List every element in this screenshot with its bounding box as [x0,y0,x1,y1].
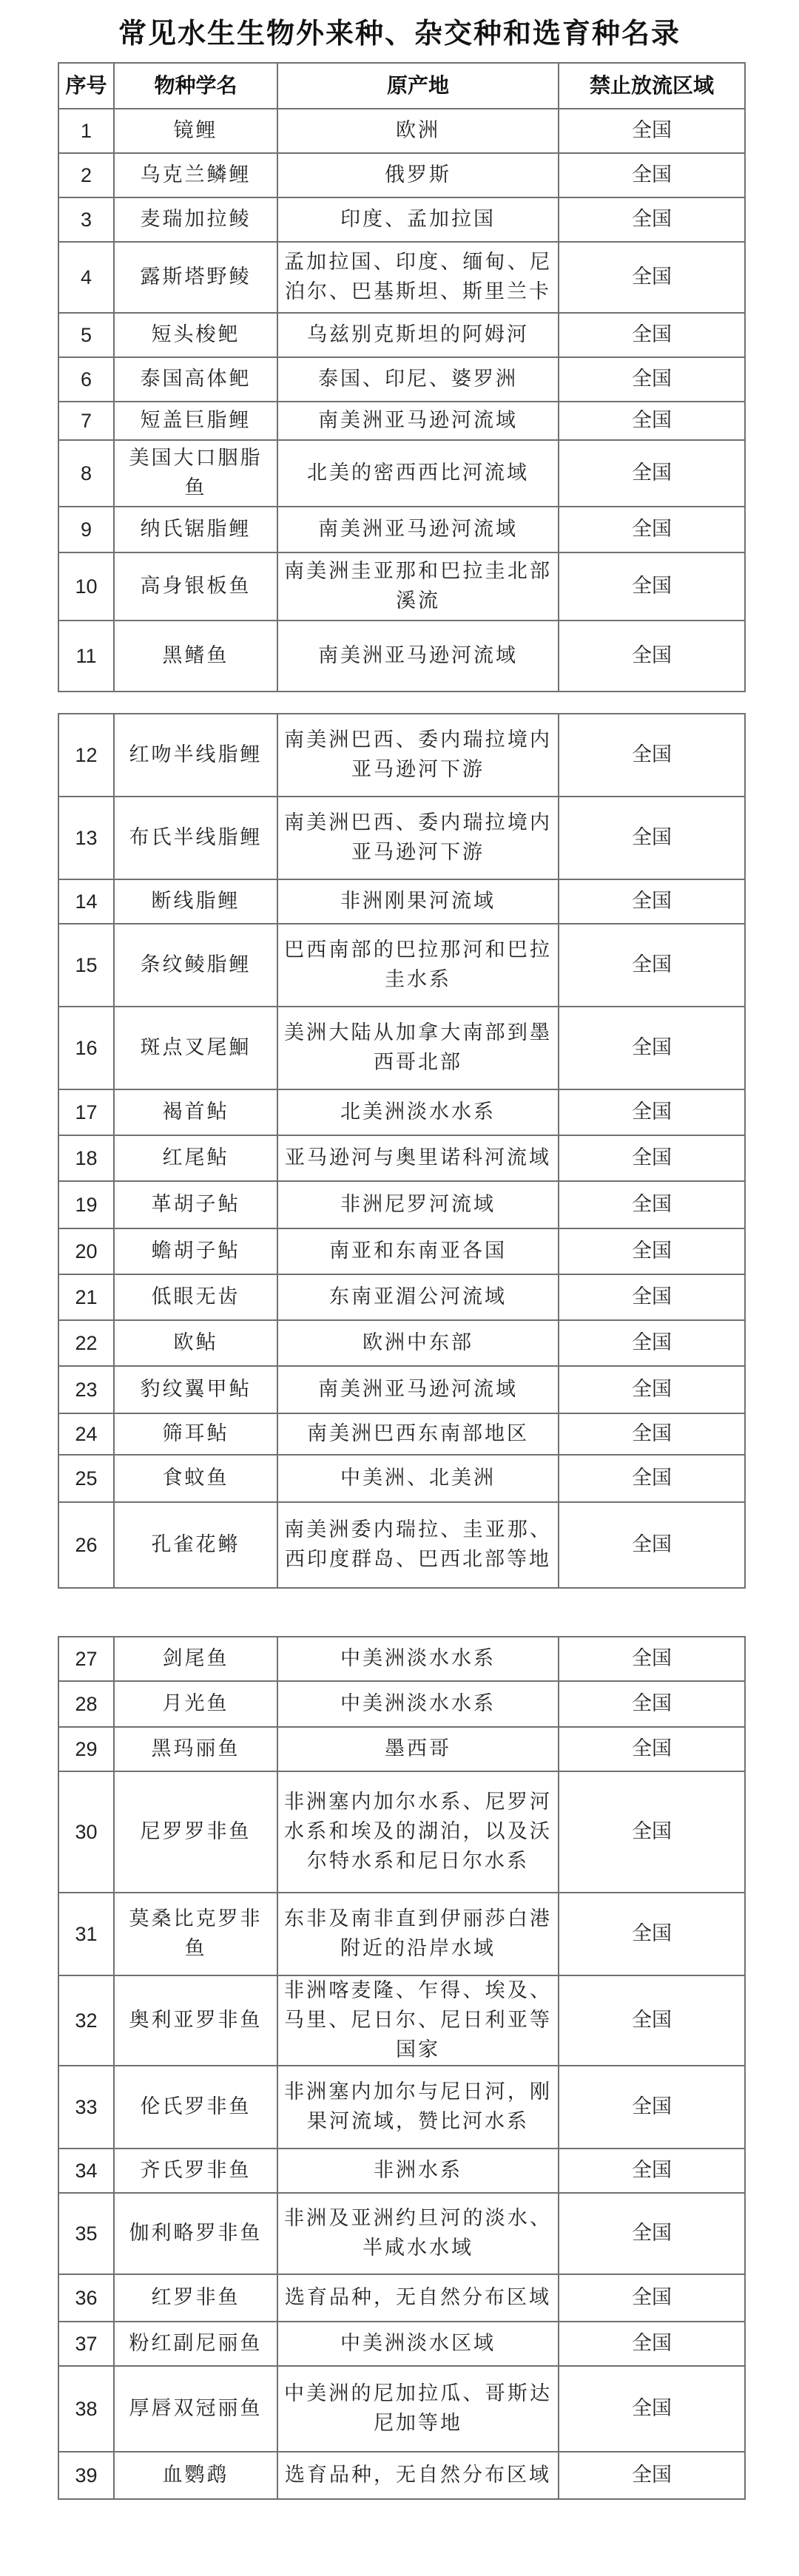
prohibited-area-cell: 全国 [559,153,745,197]
table-row [58,1455,745,1502]
species-name-cell: 乌克兰鳞鲤 [114,153,277,197]
prohibited-area-cell: 全国 [559,1089,745,1135]
row-number: 23 [58,1366,114,1413]
species-name-cell: 伦氏罗非鱼 [114,2066,277,2149]
row-number: 21 [58,1274,114,1320]
species-name-cell: 低眼无齿 [114,1274,277,1320]
row-number: 9 [58,507,114,552]
prohibited-area-cell: 全国 [559,357,745,402]
prohibited-area-cell: 全国 [559,197,745,242]
prohibited-area-cell: 全国 [559,797,745,879]
species-name-cell: 短头梭鲃 [114,313,277,357]
table-row [58,402,745,440]
species-name-cell: 月光鱼 [114,1681,277,1727]
species-name-cell: 蟾胡子鲇 [114,1228,277,1274]
row-number: 20 [58,1228,114,1274]
row-number: 22 [58,1320,114,1366]
species-table-part-3 [58,1636,746,2500]
origin-cell: 北美洲淡水水系 [277,1089,559,1135]
origin-cell: 中美洲、北美洲 [277,1455,559,1502]
prohibited-area-cell: 全国 [559,1181,745,1228]
row-number: 37 [58,2322,114,2366]
species-name-cell: 布氏半线脂鲤 [114,797,277,879]
row-number: 31 [58,1893,114,1975]
origin-cell: 非洲塞内加尔水系、尼罗河水系和埃及的湖泊，以及沃尔特水系和尼日尔水系 [277,1771,559,1893]
row-number: 24 [58,1413,114,1455]
prohibited-area-cell: 全国 [559,1681,745,1727]
table-section-2 [58,713,744,1589]
table-row [58,2366,745,2452]
table-row [58,552,745,621]
table-row [58,1181,745,1228]
origin-cell: 东南亚湄公河流域 [277,1274,559,1320]
species-name-cell: 食蚊鱼 [114,1455,277,1502]
origin-cell: 中美洲淡水水系 [277,1637,559,1681]
row-number: 13 [58,797,114,879]
species-name-cell: 齐氏罗非鱼 [114,2149,277,2193]
species-table-part-1 [58,62,746,692]
species-name-cell: 黑鳍鱼 [114,621,277,692]
row-number: 32 [58,1975,114,2066]
table-row [58,1274,745,1320]
species-name-cell: 泰国高体鲃 [114,357,277,402]
prohibited-area-cell: 全国 [559,1320,745,1366]
species-name-cell: 短盖巨脂鲤 [114,402,277,440]
origin-cell: 非洲及亚洲约旦河的淡水、半咸水水域 [277,2193,559,2274]
table-row [58,1893,745,1975]
row-number: 28 [58,1681,114,1727]
prohibited-area-cell: 全国 [559,924,745,1007]
table-row [58,1135,745,1181]
header-number: 序号 [58,63,114,109]
table-section-1 [58,62,744,692]
origin-cell: 南美洲巴西、委内瑞拉境内亚马逊河下游 [277,797,559,879]
row-number: 25 [58,1455,114,1502]
table-row [58,1727,745,1771]
species-name-cell: 豹纹翼甲鲇 [114,1366,277,1413]
table-row [58,2274,745,2322]
species-name-cell: 欧鲇 [114,1320,277,1366]
species-table-part-2 [58,713,746,1589]
prohibited-area-cell: 全国 [559,2452,745,2499]
table-row [58,507,745,552]
row-number: 5 [58,313,114,357]
row-number: 36 [58,2274,114,2322]
species-name-cell: 莫桑比克罗非鱼 [114,1893,277,1975]
table-row [58,2066,745,2149]
table-row [58,2322,745,2366]
species-name-cell: 血鹦鹉 [114,2452,277,2499]
prohibited-area-cell: 全国 [559,1727,745,1771]
row-number: 15 [58,924,114,1007]
origin-cell: 泰国、印尼、婆罗洲 [277,357,559,402]
row-number: 14 [58,879,114,924]
table-row [58,924,745,1007]
table-row [58,1320,745,1366]
species-name-cell: 筛耳鲇 [114,1413,277,1455]
table-row [58,1637,745,1681]
table-header-row [58,63,745,109]
header-species-name: 物种学名 [114,63,277,109]
species-name-cell: 纳氏锯脂鲤 [114,507,277,552]
species-name-cell: 黑玛丽鱼 [114,1727,277,1771]
origin-cell: 印度、孟加拉国 [277,197,559,242]
species-name-cell: 高身银板鱼 [114,552,277,621]
table-row [58,2149,745,2193]
table-row [58,197,745,242]
row-number: 8 [58,440,114,507]
table-row [58,1681,745,1727]
prohibited-area-cell: 全国 [559,440,745,507]
species-name-cell: 红罗非鱼 [114,2274,277,2322]
table-row [58,242,745,313]
prohibited-area-cell: 全国 [559,2274,745,2322]
prohibited-area-cell: 全国 [559,1893,745,1975]
origin-cell: 中美洲淡水水系 [277,1681,559,1727]
prohibited-area-cell: 全国 [559,621,745,692]
prohibited-area-cell: 全国 [559,1228,745,1274]
prohibited-area-cell: 全国 [559,313,745,357]
table-row [58,1502,745,1588]
row-number: 3 [58,197,114,242]
origin-cell: 亚马逊河与奥里诺科河流域 [277,1135,559,1181]
prohibited-area-cell: 全国 [559,552,745,621]
table-row [58,2193,745,2274]
table-row [58,440,745,507]
prohibited-area-cell: 全国 [559,2066,745,2149]
origin-cell: 乌兹别克斯坦的阿姆河 [277,313,559,357]
row-number: 10 [58,552,114,621]
table-row [58,621,745,692]
origin-cell: 选育品种，无自然分布区域 [277,2274,559,2322]
origin-cell: 南美洲巴西东南部地区 [277,1413,559,1455]
species-name-cell: 美国大口胭脂鱼 [114,440,277,507]
species-name-cell: 厚唇双冠丽鱼 [114,2366,277,2452]
row-number: 27 [58,1637,114,1681]
origin-cell: 孟加拉国、印度、缅甸、尼泊尔、巴基斯坦、斯里兰卡 [277,242,559,313]
origin-cell: 南美洲亚马逊河流域 [277,402,559,440]
origin-cell: 南亚和东南亚各国 [277,1228,559,1274]
row-number: 38 [58,2366,114,2452]
table-row [58,313,745,357]
table-row [58,2452,745,2499]
table-row [58,797,745,879]
origin-cell: 东非及南非直到伊丽莎白港附近的沿岸水域 [277,1893,559,1975]
origin-cell: 选育品种，无自然分布区域 [277,2452,559,2499]
prohibited-area-cell: 全国 [559,2322,745,2366]
header-origin: 原产地 [277,63,559,109]
prohibited-area-cell: 全国 [559,1274,745,1320]
origin-cell: 非洲刚果河流域 [277,879,559,924]
species-name-cell: 伽利略罗非鱼 [114,2193,277,2274]
species-name-cell: 粉红副尼丽鱼 [114,2322,277,2366]
prohibited-area-cell: 全国 [559,1502,745,1588]
prohibited-area-cell: 全国 [559,507,745,552]
header-prohibited-area: 禁止放流区域 [559,63,745,109]
table-row [58,109,745,153]
row-number: 30 [58,1771,114,1893]
prohibited-area-cell: 全国 [559,879,745,924]
prohibited-area-cell: 全国 [559,1135,745,1181]
table-row [58,357,745,402]
origin-cell: 南美洲圭亚那和巴拉圭北部溪流 [277,552,559,621]
prohibited-area-cell: 全国 [559,1455,745,1502]
table-row [58,1413,745,1455]
row-number: 33 [58,2066,114,2149]
prohibited-area-cell: 全国 [559,1637,745,1681]
row-number: 39 [58,2452,114,2499]
row-number: 26 [58,1502,114,1588]
species-name-cell: 剑尾鱼 [114,1637,277,1681]
prohibited-area-cell: 全国 [559,714,745,797]
prohibited-area-cell: 全国 [559,1007,745,1089]
row-number: 18 [58,1135,114,1181]
species-name-cell: 孔雀花鳉 [114,1502,277,1588]
table-row [58,879,745,924]
species-name-cell: 革胡子鲇 [114,1181,277,1228]
table-row [58,1228,745,1274]
page-title: 常见水生生物外来种、杂交种和选育种名录 [118,16,681,50]
row-number: 16 [58,1007,114,1089]
row-number: 29 [58,1727,114,1771]
species-name-cell: 断线脂鲤 [114,879,277,924]
species-name-cell: 红吻半线脂鲤 [114,714,277,797]
origin-cell: 非洲喀麦隆、乍得、埃及、马里、尼日尔、尼日利亚等国家 [277,1975,559,2066]
prohibited-area-cell: 全国 [559,402,745,440]
row-number: 17 [58,1089,114,1135]
species-name-cell: 奥利亚罗非鱼 [114,1975,277,2066]
origin-cell: 非洲塞内加尔与尼日河，刚果河流域，赞比河水系 [277,2066,559,2149]
origin-cell: 南美洲亚马逊河流域 [277,507,559,552]
prohibited-area-cell: 全国 [559,2149,745,2193]
species-name-cell: 褐首鲇 [114,1089,277,1135]
origin-cell: 南美洲巴西、委内瑞拉境内亚马逊河下游 [277,714,559,797]
row-number: 1 [58,109,114,153]
origin-cell: 非洲尼罗河流域 [277,1181,559,1228]
row-number: 34 [58,2149,114,2193]
table-row [58,1771,745,1893]
table-section-3 [58,1636,744,2500]
prohibited-area-cell: 全国 [559,1975,745,2066]
row-number: 35 [58,2193,114,2274]
prohibited-area-cell: 全国 [559,242,745,313]
origin-cell: 欧洲 [277,109,559,153]
row-number: 4 [58,242,114,313]
row-number: 6 [58,357,114,402]
species-name-cell: 露斯塔野鲮 [114,242,277,313]
row-number: 12 [58,714,114,797]
prohibited-area-cell: 全国 [559,1413,745,1455]
origin-cell: 北美的密西西比河流域 [277,440,559,507]
origin-cell: 美洲大陆从加拿大南部到墨西哥北部 [277,1007,559,1089]
row-number: 19 [58,1181,114,1228]
species-name-cell: 斑点叉尾鮰 [114,1007,277,1089]
origin-cell: 南美洲亚马逊河流域 [277,1366,559,1413]
origin-cell: 欧洲中东部 [277,1320,559,1366]
table-row [58,1366,745,1413]
prohibited-area-cell: 全国 [559,2366,745,2452]
row-number: 11 [58,621,114,692]
origin-cell: 俄罗斯 [277,153,559,197]
origin-cell: 中美洲淡水区域 [277,2322,559,2366]
species-name-cell: 麦瑞加拉鲮 [114,197,277,242]
species-name-cell: 条纹鲮脂鲤 [114,924,277,1007]
prohibited-area-cell: 全国 [559,1771,745,1893]
species-name-cell: 镜鲤 [114,109,277,153]
species-name-cell: 红尾鲇 [114,1135,277,1181]
prohibited-area-cell: 全国 [559,2193,745,2274]
species-name-cell: 尼罗罗非鱼 [114,1771,277,1893]
table-row [58,1007,745,1089]
table-row [58,1089,745,1135]
row-number: 2 [58,153,114,197]
origin-cell: 南美洲委内瑞拉、圭亚那、西印度群岛、巴西北部等地 [277,1502,559,1588]
origin-cell: 南美洲亚马逊河流域 [277,621,559,692]
origin-cell: 中美洲的尼加拉瓜、哥斯达尼加等地 [277,2366,559,2452]
origin-cell: 非洲水系 [277,2149,559,2193]
row-number: 7 [58,402,114,440]
prohibited-area-cell: 全国 [559,1366,745,1413]
table-row [58,1975,745,2066]
origin-cell: 墨西哥 [277,1727,559,1771]
table-row [58,153,745,197]
prohibited-area-cell: 全国 [559,109,745,153]
origin-cell: 巴西南部的巴拉那河和巴拉圭水系 [277,924,559,1007]
table-row [58,714,745,797]
